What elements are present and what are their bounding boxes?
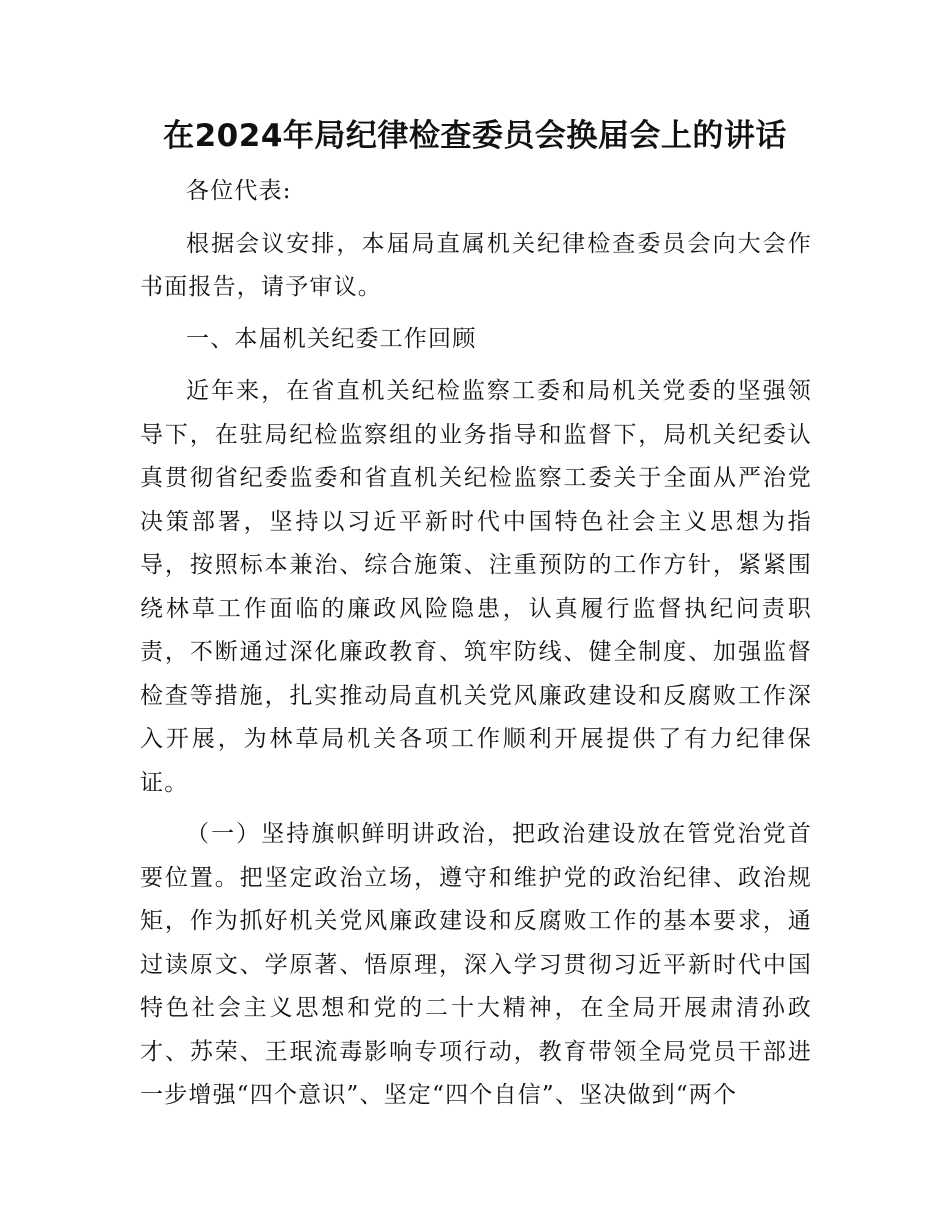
salutation: 各位代表:: [186, 178, 292, 204]
section-heading-review: 一、本届机关纪委工作回顾: [186, 325, 477, 352]
paragraph-political-building: （一）坚持旗帜鲜明讲政治，把政治建设放在管党治党首要位置。把坚定政治立场，遵守和维护党的政治纪律、政治规矩，作为抓好机关党风廉政建设和反腐败工作的基本要求，通过读原文、学原著、悟原理，深入学习贯彻习近平新时代中国特色社会主义思想和党的二十大精神，在全局开展肃清孙政才、苏荣、王珉流毒影响专项行动，教育带领全局党员干部进一步增强“四个意识”、坚定“四个自信”、坚决做到“两个: [140, 821, 812, 1108]
document-body: [140, 170, 812, 1126]
paragraph-meeting-arrangement: 根据会议安排，本届局直属机关纪律检查委员会向大会作书面报告，请予审议。: [140, 230, 812, 300]
paragraph-recent-years: 近年来，在省直机关纪检监察工委和局机关党委的坚强领导下，在驻局纪检监察组的业务指导和监督下，局机关纪委认真贯彻省纪委监委和省直机关纪检监察工委关于全面从严治党决策部署，坚持以习近平新时代中国特色社会主义思想为指导，按照标本兼治、综合施策、注重预防的工作方针，紧紧围绕林草工作面临的廉政风险隐患，认真履行监督执纪问责职责，不断通过深化廉政教育、筑牢防线、健全制度、加强监督检查等措施，扎实推动局直机关党风廉政建设和反腐败工作深入开展，为林草局机关各项工作顺利开展提供了有力纪律保证。: [140, 378, 812, 796]
document-title: 在2024年局纪律检查委员会换届会上的讲话: [163, 118, 787, 154]
